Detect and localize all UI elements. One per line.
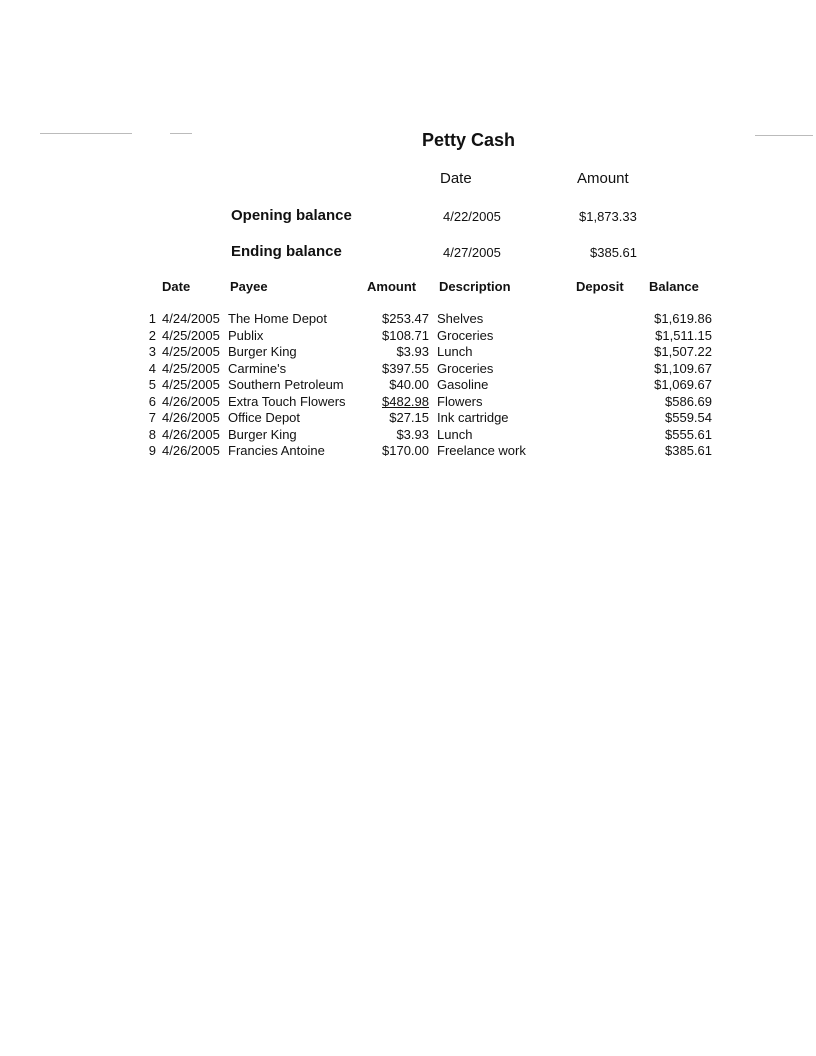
row-description: Freelance work xyxy=(437,443,526,458)
row-amount: $170.00 xyxy=(382,443,429,458)
row-amount: $108.71 xyxy=(382,327,429,343)
column-header-description: Description xyxy=(439,279,511,294)
column-header-balance: Balance xyxy=(649,279,699,294)
row-balance: $559.54 xyxy=(665,410,712,425)
scan-artifact-left-2 xyxy=(170,133,192,134)
row-amount: $253.47 xyxy=(382,311,429,326)
row-description: Groceries xyxy=(437,327,494,343)
column-header-deposit: Deposit xyxy=(576,279,624,294)
row-balance: $1,511.15 xyxy=(655,327,712,343)
row-number: 5 xyxy=(148,377,156,392)
row-date: 4/25/2005 xyxy=(162,344,220,359)
row-balance: $555.61 xyxy=(665,426,712,442)
row-description: Gasoline xyxy=(437,377,489,392)
summary-date-header: Date xyxy=(440,170,472,187)
row-balance: $586.69 xyxy=(665,393,712,409)
row-number: 6 xyxy=(148,393,156,409)
row-date: 4/25/2005 xyxy=(162,377,220,392)
row-number: 2 xyxy=(148,327,156,343)
row-payee: The Home Depot xyxy=(228,311,327,326)
scan-artifact-left xyxy=(40,133,132,134)
row-balance: $1,507.22 xyxy=(654,344,712,359)
column-header-date: Date xyxy=(162,279,191,294)
row-description: Lunch xyxy=(437,344,473,359)
row-date: 4/24/2005 xyxy=(162,311,220,326)
row-amount: $27.15 xyxy=(389,410,429,425)
row-date: 4/25/2005 xyxy=(162,327,220,343)
row-date: 4/26/2005 xyxy=(162,426,220,442)
ending-balance-date: 4/27/2005 xyxy=(443,245,501,260)
row-amount: $482.98 xyxy=(382,393,429,409)
row-payee: Francies Antoine xyxy=(228,443,325,458)
row-balance: $385.61 xyxy=(665,443,712,458)
row-description: Groceries xyxy=(437,360,494,376)
row-description: Lunch xyxy=(437,426,473,442)
opening-balance-label: Opening balance xyxy=(231,207,352,224)
row-amount: $3.93 xyxy=(396,344,429,359)
ending-balance-label: Ending balance xyxy=(231,243,342,260)
opening-balance-amount: $1,873.33 xyxy=(579,209,637,224)
row-date: 4/26/2005 xyxy=(162,443,220,458)
column-header-payee: Payee xyxy=(230,279,268,294)
row-payee: Carmine's xyxy=(228,360,287,376)
row-amount: $40.00 xyxy=(389,377,429,392)
opening-balance-date: 4/22/2005 xyxy=(443,209,501,224)
row-payee: Publix xyxy=(228,327,264,343)
scan-artifact-right xyxy=(755,135,813,136)
row-payee: Burger King xyxy=(228,344,297,359)
row-amount: $3.93 xyxy=(396,426,429,442)
row-description: Ink cartridge xyxy=(437,410,509,425)
row-balance: $1,109.67 xyxy=(654,360,712,376)
row-date: 4/26/2005 xyxy=(162,393,220,409)
row-payee: Burger King xyxy=(228,426,297,442)
row-number: 7 xyxy=(148,410,156,425)
row-balance: $1,619.86 xyxy=(654,311,712,326)
row-number: 3 xyxy=(148,344,156,359)
row-number: 9 xyxy=(148,443,156,458)
ending-balance-amount: $385.61 xyxy=(590,245,637,260)
row-date: 4/25/2005 xyxy=(162,360,220,376)
row-payee: Southern Petroleum xyxy=(228,377,344,392)
row-payee: Office Depot xyxy=(228,410,301,425)
row-number: 4 xyxy=(148,360,156,376)
row-description: Shelves xyxy=(437,311,484,326)
row-number: 8 xyxy=(148,426,156,442)
row-balance: $1,069.67 xyxy=(654,377,712,392)
row-description: Flowers xyxy=(437,393,483,409)
row-date: 4/26/2005 xyxy=(162,410,220,425)
row-number: 1 xyxy=(148,311,156,326)
row-amount: $397.55 xyxy=(382,360,429,376)
row-payee: Extra Touch Flowers xyxy=(228,393,346,409)
page-title: Petty Cash xyxy=(422,130,516,150)
summary-amount-header: Amount xyxy=(577,170,629,187)
column-header-amount: Amount xyxy=(367,279,417,294)
